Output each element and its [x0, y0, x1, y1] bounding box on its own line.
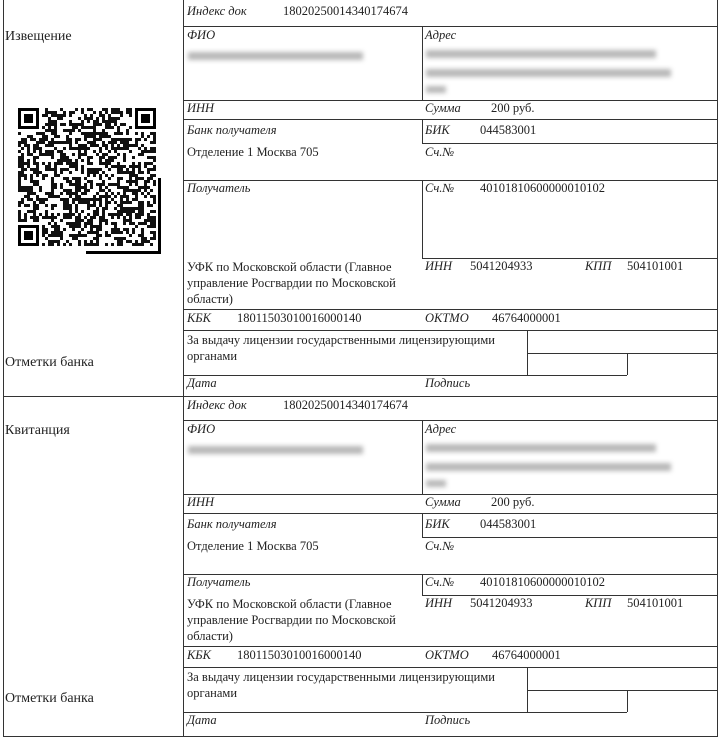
inn-label: ИНН: [187, 101, 215, 115]
date-label: Дата: [187, 376, 217, 390]
bik-value: 044583001: [480, 517, 537, 531]
address-label: Адрес: [425, 28, 457, 42]
signature-label: Подпись: [425, 713, 471, 727]
recipient-account-value: 40101810600000010102: [480, 575, 605, 589]
recipient-inn-label: ИНН: [425, 259, 453, 273]
sum-value: 200 руб.: [491, 101, 535, 115]
recipient-inn-value: 5041204933: [470, 596, 533, 610]
divider: [527, 690, 717, 691]
divider: [183, 667, 717, 668]
recipient-account-label: Сч.№: [425, 575, 455, 589]
bank-marks-label: Отметки банка: [5, 355, 94, 370]
index-label: Индекс док: [187, 398, 247, 412]
divider: [627, 690, 628, 712]
divider: [422, 180, 423, 259]
recipient-account-label: Сч.№: [425, 181, 455, 195]
blurred-name: [188, 446, 363, 454]
kbk-label: КБК: [187, 311, 211, 325]
notice-title: Извещение: [5, 29, 72, 44]
blurred-address: [426, 444, 656, 452]
address-label: Адрес: [425, 422, 457, 436]
divider: [183, 330, 717, 331]
fio-label: ФИО: [187, 28, 216, 42]
inn-label: ИНН: [187, 495, 215, 509]
account-label: Сч.№: [425, 539, 455, 553]
oktmo-label: ОКТМО: [425, 648, 469, 662]
recipient-account-value: 40101810600000010102: [480, 181, 605, 195]
bank-marks-label: Отметки банка: [5, 691, 94, 706]
divider: [422, 143, 717, 144]
divider: [183, 646, 717, 647]
qr-code: [18, 108, 161, 254]
divider: [422, 537, 717, 538]
signature-label: Подпись: [425, 376, 471, 390]
kbk-value: 18011503010016000140: [237, 311, 362, 325]
kpp-value: 504101001: [627, 596, 684, 610]
recipient-label: Получатель: [187, 181, 251, 195]
kpp-label: КПП: [585, 259, 612, 273]
fio-label: ФИО: [187, 422, 216, 436]
divider: [183, 26, 717, 27]
blurred-address: [426, 463, 671, 471]
sum-label: Сумма: [425, 495, 461, 509]
divider: [422, 420, 423, 494]
account-label: Сч.№: [425, 145, 455, 159]
divider: [183, 712, 627, 713]
sum-label: Сумма: [425, 101, 461, 115]
receipt-section: [0, 394, 721, 737]
bank-value: Отделение 1 Москва 705: [187, 145, 319, 159]
sum-value: 200 руб.: [491, 495, 535, 509]
index-label: Индекс док: [187, 4, 247, 18]
recipient-value: УФК по Московской области (Главное управление Росгвардии по Московской области): [187, 597, 396, 643]
recipient-value: УФК по Московской области (Главное управление Росгвардии по Московской области): [187, 260, 396, 306]
index-value: 18020250014340174674: [283, 4, 408, 18]
oktmo-value: 46764000001: [492, 311, 561, 325]
recipient-label: Получатель: [187, 575, 251, 589]
index-value: 18020250014340174674: [283, 398, 408, 412]
bik-label: БИК: [425, 517, 450, 531]
receipt-title: Квитанция: [5, 423, 70, 438]
divider: [422, 119, 423, 143]
blurred-address: [426, 86, 446, 93]
date-label: Дата: [187, 713, 217, 727]
divider: [527, 353, 717, 354]
kpp-value: 504101001: [627, 259, 684, 273]
kpp-label: КПП: [585, 596, 612, 610]
divider: [183, 513, 717, 514]
blurred-address: [426, 480, 446, 487]
payment-purpose: За выдачу лицензии государственными лицензирующими органами: [187, 333, 495, 363]
oktmo-value: 46764000001: [492, 648, 561, 662]
divider: [422, 26, 423, 100]
blurred-name: [188, 52, 363, 60]
payment-purpose: За выдачу лицензии государственными лицензирующими органами: [187, 670, 495, 700]
divider: [183, 420, 717, 421]
divider: [183, 309, 717, 310]
bank-label: Банк получателя: [187, 517, 277, 531]
recipient-inn-label: ИНН: [425, 596, 453, 610]
divider: [422, 513, 423, 537]
bik-label: БИК: [425, 123, 450, 137]
blurred-address: [426, 69, 671, 77]
kbk-value: 18011503010016000140: [237, 648, 362, 662]
recipient-inn-value: 5041204933: [470, 259, 533, 273]
divider: [627, 353, 628, 375]
bik-value: 044583001: [480, 123, 537, 137]
divider: [183, 375, 627, 376]
kbk-label: КБК: [187, 648, 211, 662]
divider: [183, 119, 717, 120]
bank-label: Банк получателя: [187, 123, 277, 137]
divider: [422, 574, 423, 596]
bank-value: Отделение 1 Москва 705: [187, 539, 319, 553]
blurred-address: [426, 50, 656, 58]
oktmo-label: ОКТМО: [425, 311, 469, 325]
